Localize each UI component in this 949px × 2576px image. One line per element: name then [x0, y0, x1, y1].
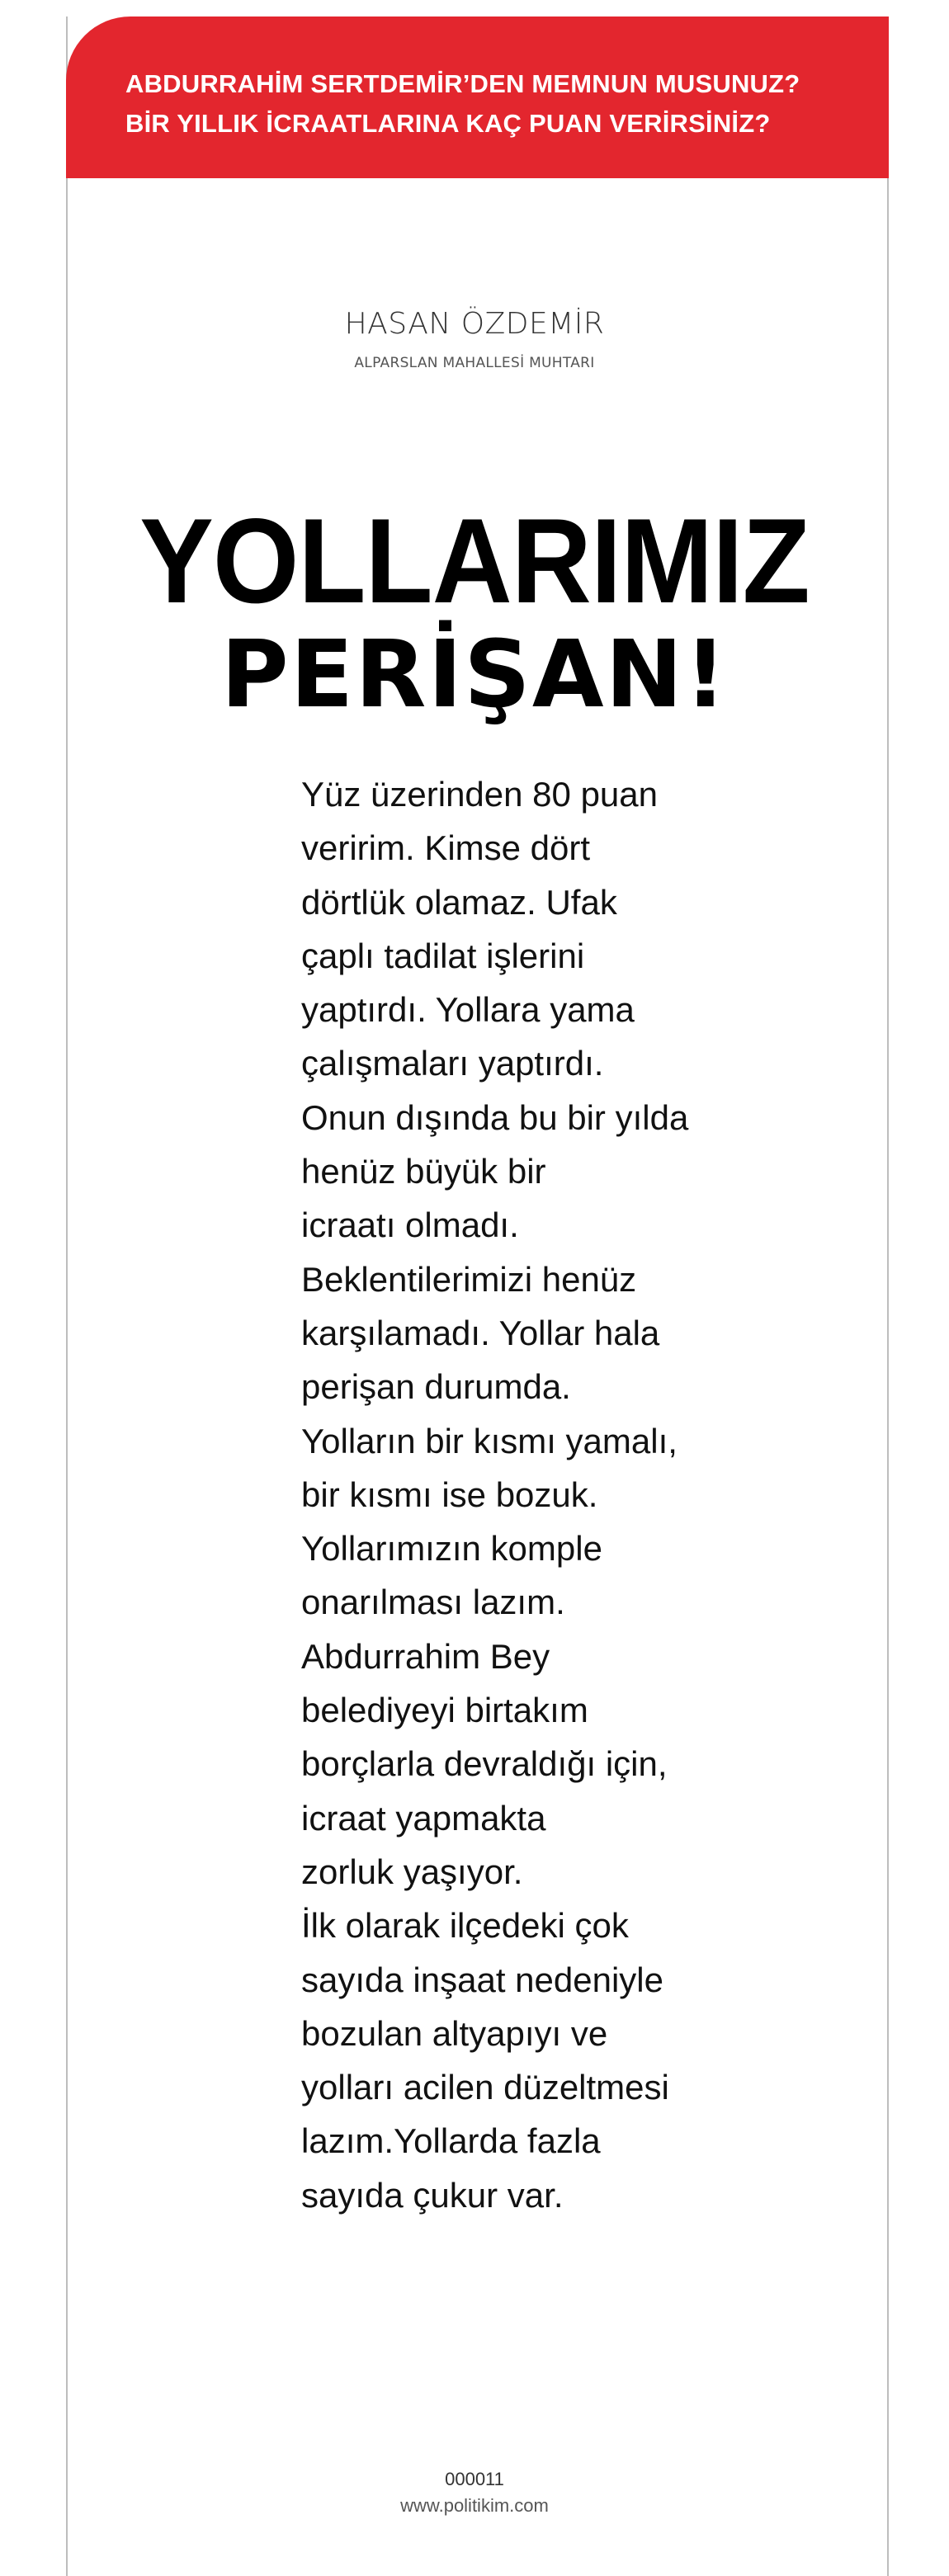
person-name: HASAN ÖZDEMİR: [344, 307, 605, 341]
banner-question-line-1: ABDURRAHİM SERTDEMİR’DEN MEMNUN MUSUNUZ?: [125, 69, 800, 98]
answer-line: Yüz üzerinden 80 puan: [301, 775, 658, 814]
answer-line: onarılması lazım.: [301, 1583, 565, 1622]
answer-line: perişan durumda.: [301, 1367, 571, 1407]
answer-line: sayıda inşaat nedeniyle: [301, 1960, 663, 1999]
answer-line: İlk olarak ilçedeki çok: [301, 1906, 629, 1946]
answer-line: sayıda çukur var.: [301, 2175, 564, 2215]
answer-line: Onun dışında bu bir yılda: [301, 1097, 689, 1137]
answer-line: bir kısmı ise bozuk.: [301, 1474, 598, 1514]
answer-line: dörtlük olamaz. Ufak: [301, 882, 617, 922]
answer-line: henüz büyük bir: [301, 1152, 546, 1191]
answer-line: lazım.Yollarda fazla: [301, 2121, 601, 2161]
answer-line: Beklentilerimizi henüz: [301, 1259, 637, 1299]
site-url: www.politikim.com: [400, 2495, 549, 2516]
headline-line-2: PERİŞAN!: [220, 621, 729, 729]
answer-line: yaptırdı. Yollara yama: [301, 990, 635, 1030]
answer-line: Yollarımızın komple: [301, 1529, 602, 1569]
question-banner: [66, 17, 889, 178]
answer-line: icraatı olmadı.: [301, 1205, 519, 1245]
answer-line: bozulan altyapıyı ve: [301, 2013, 608, 2053]
answer-line: karşılamadı. Yollar hala: [301, 1313, 660, 1352]
answer-line: veririm. Kimse dört: [301, 828, 591, 868]
interview-answer: [301, 767, 697, 2222]
banner-question-line-2: BİR YILLIK İCRAATLARINA KAÇ PUAN VERİRSİNİZ?: [125, 109, 771, 138]
answer-line: çaplı tadilat işlerini: [301, 936, 585, 975]
answer-line: borçlarla devraldığı için,: [301, 1744, 668, 1784]
page-code: 000011: [445, 2469, 504, 2489]
answer-line: icraat yapmakta: [301, 1798, 546, 1838]
answer-line: çalışmaları yaptırdı.: [301, 1044, 604, 1083]
headline-line-1: YOLLARIMIZ: [139, 493, 810, 628]
person-title: ALPARSLAN MAHALLESİ MUHTARI: [354, 355, 595, 371]
answer-line: zorluk yaşıyor.: [301, 1852, 523, 1891]
answer-line: belediyeyi birtakım: [301, 1691, 588, 1730]
answer-line: yolları acilen düzeltmesi: [301, 2068, 669, 2107]
answer-line: Yolların bir kısmı yamalı,: [301, 1421, 678, 1460]
answer-line: Abdurrahim Bey: [301, 1636, 550, 1676]
